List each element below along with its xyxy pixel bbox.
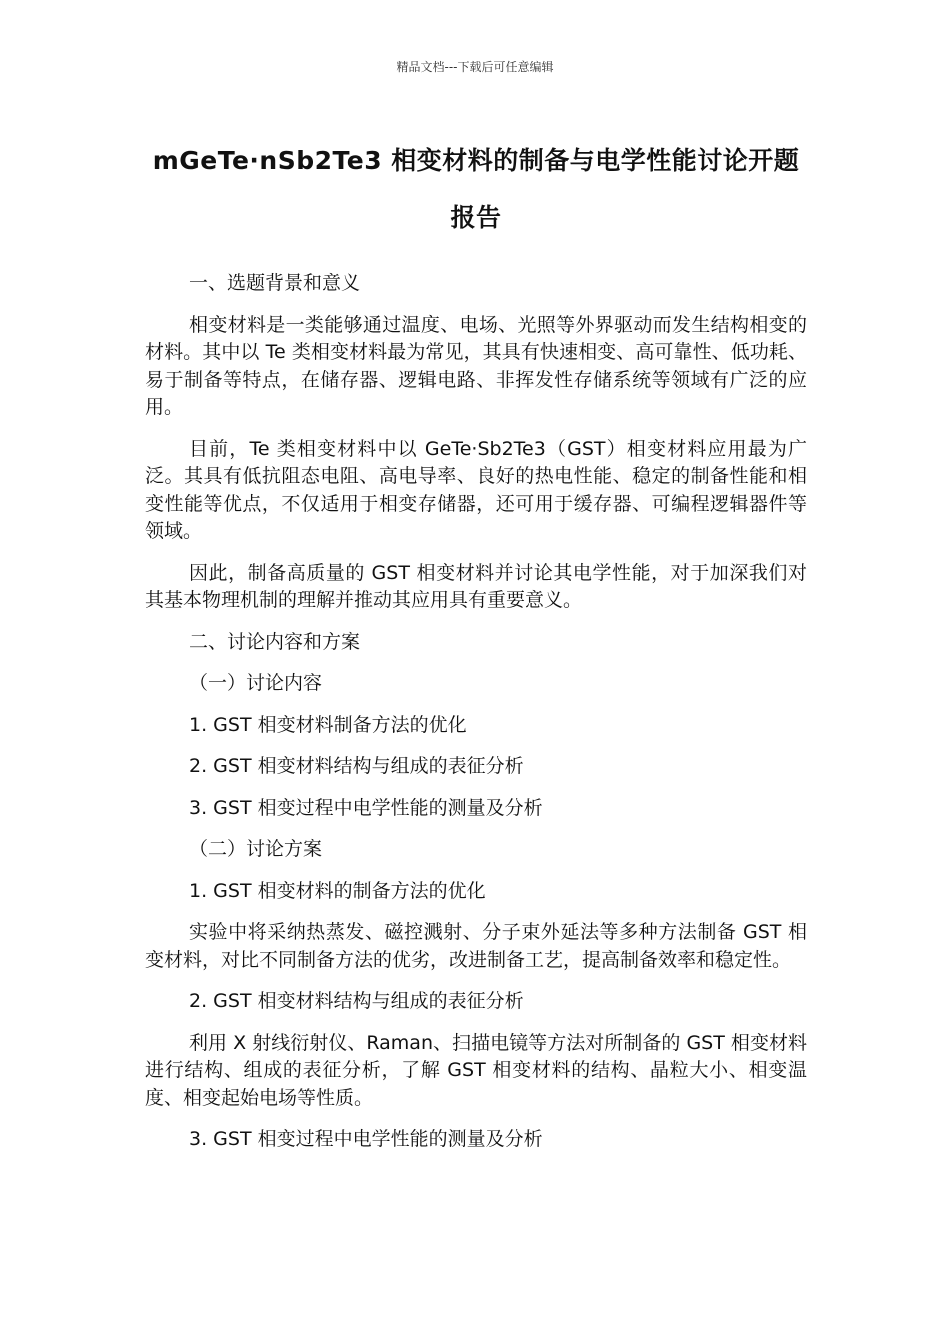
part2-item-1-text: 实验中将采纳热蒸发、磁控溅射、分子束外延法等多种方法制备 GST 相变材料，对比不同制备方法的优劣，改进制备工艺，提高制备效率和稳定性。 [145,921,807,971]
header-note: 精品文档---下载后可任意编辑 [396,60,554,74]
section1-heading: 一、选题背景和意义 [189,272,361,294]
section1-paragraph-3: 因此，制备高质量的 GST 相变材料并讨论其电学性能，对于加深我们对其基本物理机制的理解并推动其应用具有重要意义。 [145,561,807,611]
part2-item-1-title: 1. GST 相变材料的制备方法的优化 [189,879,486,902]
part2-heading: （二）讨论方案 [189,838,323,860]
section1-paragraph-1: 相变材料是一类能够通过温度、电场、光照等外界驱动而发生结构相变的材料。其中以 Te 类相变材料最为常见，其具有快速相变、高可靠性、低功耗、易于制备等特点，在储存器、逻辑电路、非挥发性存储系统等领域有广泛的应用。 [145,313,807,418]
part1-item-1: 1. GST 相变材料制备方法的优化 [189,713,467,736]
part2-item-2-title: 2. GST 相变材料结构与组成的表征分析 [189,990,524,1012]
section2-heading: 二、讨论内容和方案 [189,630,361,653]
part2-item-3-title: 3. GST 相变过程中电学性能的测量及分析 [189,1128,543,1150]
document-title: mGeTe·nSb2Te3 相变材料的制备与电学性能讨论开题报告 [152,146,800,232]
section1-paragraph-2: 目前，Te 类相变材料中以 GeTe·Sb2Te3（GST）相变材料应用最为广泛。其具有低抗阻态电阻、高电导率、良好的热电性能、稳定的制备性能和相变性能等优点，不仅适用于相变存储器，还可用于缓存器、可编程逻辑器件等领域。 [145,437,807,542]
part1-item-3: 3. GST 相变过程中电学性能的测量及分析 [189,796,543,819]
part2-item-2-text: 利用 X 射线衍射仪、Raman、扫描电镜等方法对所制备的 GST 相变材料进行结构、组成的表征分析，了解 GST 相变材料的结构、晶粒大小、相变温度、相变起始电场等性质。 [145,1031,807,1109]
part1-heading: （一）讨论内容 [189,672,323,694]
part1-item-2: 2. GST 相变材料结构与组成的表征分析 [189,755,524,777]
document-body [145,270,807,1168]
